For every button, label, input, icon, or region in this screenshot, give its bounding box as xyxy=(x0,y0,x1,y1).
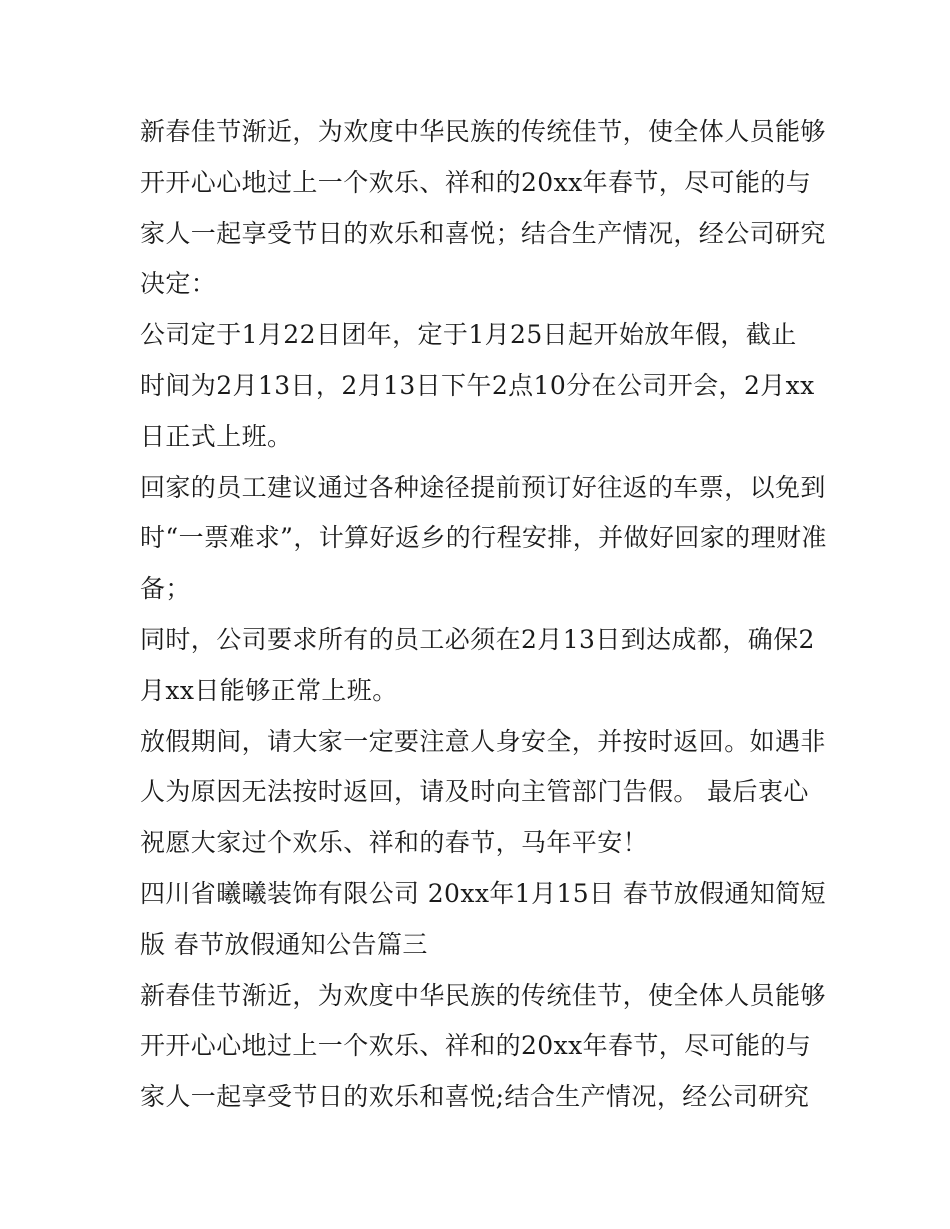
paragraph-intro xyxy=(140,107,826,310)
text-line: 时间为2月13日，2月13日下午2点10分在公司开会，2月xx xyxy=(140,370,815,400)
text-line: 月xx日能够正常上班。 xyxy=(140,675,398,705)
paragraph-schedule xyxy=(140,310,820,462)
text-line: 放假期间，请大家一定要注意人身安全，并按时返回。如遇非 xyxy=(140,726,826,756)
text-line: 同时，公司要求所有的员工必须在2月13日到达成都，确保2 xyxy=(140,624,815,654)
text-line: 日正式上班。 xyxy=(140,421,293,451)
text-line: 备； xyxy=(140,574,191,604)
document-body xyxy=(140,107,827,1123)
paragraph-return xyxy=(140,615,820,717)
text-line: 时“一票难求”，计算好返乡的行程安排，并做好回家的理财准 xyxy=(140,523,827,553)
text-line: 新春佳节渐近，为欢度中华民族的传统佳节，使全体人员能够 xyxy=(140,980,826,1010)
text-line: 回家的员工建议通过各种途径提前预订好往返的车票，以免到 xyxy=(140,472,826,502)
paragraph-signature xyxy=(140,869,827,971)
text-line: 新春佳节渐近，为欢度中华民族的传统佳节，使全体人员能够 xyxy=(140,117,826,146)
paragraph-safety xyxy=(140,717,826,869)
text-line: 决定： xyxy=(140,269,217,299)
text-line: 祝愿大家过个欢乐、祥和的春节，马年平安！ xyxy=(140,828,649,858)
text-line: 家人一起享受节日的欢乐和喜悦；结合生产情况，经公司研究 xyxy=(140,218,826,248)
text-line: 开开心心地过上一个欢乐、祥和的20xx年春节，尽可能的与 xyxy=(140,1031,812,1061)
text-line: 开开心心地过上一个欢乐、祥和的20xx年春节，尽可能的与 xyxy=(140,167,812,197)
paragraph-intro-repeat xyxy=(140,971,826,1123)
text-line: 四川省曦曦装饰有限公司 20xx年1月15日 春节放假通知简短 xyxy=(140,878,827,908)
paragraph-travel xyxy=(140,463,827,615)
text-line: 家人一起享受节日的欢乐和喜悦;结合生产情况，经公司研究 xyxy=(140,1082,810,1112)
text-line: 公司定于1月22日团年，定于1月25日起开始放年假，截止 xyxy=(140,320,797,350)
text-line: 版 春节放假通知公告篇三 xyxy=(140,929,428,959)
text-line: 人为原因无法按时返回，请及时向主管部门告假。 最后衷心 xyxy=(140,777,809,807)
